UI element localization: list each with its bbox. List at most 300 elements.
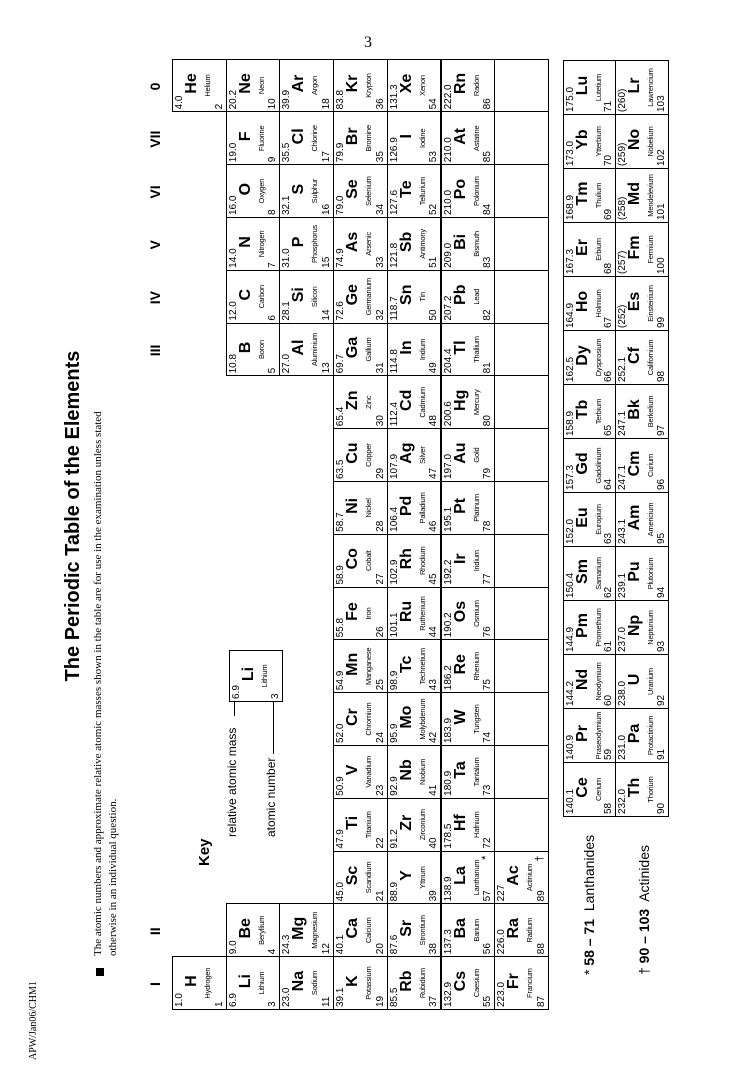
atomic-number: 74	[482, 731, 494, 743]
element-symbol: Na	[290, 970, 308, 992]
element-cell-ir	[441, 534, 496, 588]
element-cell-la	[441, 851, 496, 905]
atomic-mass: 140.9	[565, 734, 576, 760]
element-cell-ni	[333, 481, 388, 535]
element-cell-tc	[387, 639, 442, 693]
atomic-number: 99	[656, 316, 667, 328]
element-symbol: Pr	[574, 725, 591, 742]
element-symbol: Hf	[451, 814, 469, 832]
element-cell-ti	[333, 798, 388, 852]
atomic-mass: 106.4	[388, 506, 400, 532]
atomic-mass: 200.6	[442, 401, 454, 427]
element-symbol: Au	[451, 442, 469, 464]
element-symbol: Zn	[344, 390, 362, 411]
element-name: Magnesium	[310, 911, 320, 949]
atomic-mass: (252)	[617, 304, 628, 328]
element-name: Scandium	[364, 861, 374, 894]
atomic-number: 98	[656, 370, 667, 382]
atomic-number: 4	[267, 948, 279, 955]
empty-cell	[494, 692, 549, 746]
atomic-number: 55	[482, 995, 494, 1007]
atomic-number: 82	[482, 309, 494, 321]
atomic-mass: 23.0	[281, 987, 293, 1007]
element-cell-v	[333, 745, 388, 799]
element-name: Osmium	[471, 600, 481, 627]
atomic-mass: 16.0	[227, 195, 239, 215]
element-symbol: S	[290, 183, 308, 195]
element-cell-bk	[615, 384, 669, 439]
element-symbol: Po	[451, 178, 469, 200]
element-name: Neptunium	[646, 610, 655, 645]
atomic-mass: 112.4	[388, 401, 400, 427]
atomic-mass: 47.9	[335, 829, 347, 849]
atomic-number: 101	[656, 203, 667, 220]
atomic-number: 33	[374, 256, 386, 268]
element-symbol: Ga	[344, 336, 362, 359]
atomic-mass: 32.1	[281, 195, 293, 215]
element-name: Thulium	[594, 182, 603, 209]
element-symbol: Ca	[344, 918, 362, 939]
group-header-i: I	[147, 982, 163, 986]
element-name: Bromine	[364, 125, 374, 152]
element-name: Hafnium	[471, 811, 481, 838]
atomic-number: 13	[321, 362, 333, 374]
element-name: Gadolinium	[594, 447, 603, 484]
element-cell-ca	[333, 903, 388, 957]
element-name: Curium	[646, 454, 655, 477]
atomic-mass: 197.0	[442, 453, 454, 479]
atomic-number: 7	[267, 262, 279, 268]
atomic-mass: 164.9	[565, 302, 576, 328]
atomic-mass: 63.5	[335, 459, 347, 479]
element-cell-cd	[387, 375, 442, 429]
atomic-number: 50	[428, 309, 440, 321]
element-name: Iridium	[471, 550, 481, 572]
atomic-number: 54	[428, 98, 440, 110]
atomic-mass: 158.9	[565, 410, 576, 436]
atomic-number: 94	[656, 586, 667, 598]
atomic-mass: 72.6	[335, 301, 347, 321]
element-cell-y	[387, 851, 442, 905]
atomic-number: 86	[482, 98, 494, 110]
atomic-mass: 209.0	[442, 242, 454, 268]
atomic-mass: 226.0	[496, 929, 508, 955]
element-name: Beryllium	[256, 915, 266, 945]
atomic-mass: 98.9	[388, 670, 400, 691]
element-name: Arsenic	[364, 232, 374, 256]
atomic-number: 73	[482, 784, 494, 796]
atomic-number: 5	[267, 367, 279, 374]
atomic-number: 46	[428, 520, 440, 532]
atomic-number: 28	[374, 520, 386, 532]
atomic-mass: 92.9	[388, 776, 400, 796]
element-cell-kr	[333, 59, 388, 113]
atomic-number: 63	[603, 532, 614, 544]
element-name: Nobelium	[646, 126, 655, 157]
empty-cell	[494, 639, 549, 693]
element-cell-lr	[615, 60, 669, 115]
element-symbol: Ti	[344, 815, 362, 830]
atomic-number: 103	[656, 95, 667, 112]
element-cell-cr	[333, 692, 388, 746]
key-title: Key	[196, 838, 213, 866]
element-name: Lithium	[256, 971, 266, 995]
atomic-mass: 58.9	[335, 565, 347, 585]
atomic-number: 65	[603, 424, 614, 436]
element-name: Calcium	[364, 917, 374, 944]
element-name: Chlorine	[310, 125, 320, 152]
element-symbol: Te	[397, 180, 415, 198]
element-cell-o	[226, 164, 281, 218]
element-name: Caesium	[471, 969, 481, 998]
element-name: Phosphorus	[310, 224, 320, 263]
note-line-2: otherwise in an individual question.	[107, 798, 119, 956]
element-symbol: Pt	[451, 497, 469, 514]
element-cell-sn	[387, 270, 442, 324]
element-name: Iodine	[417, 128, 427, 148]
element-symbol: Xe	[397, 73, 415, 94]
element-name: Zinc	[364, 395, 374, 409]
element-symbol: Os	[451, 600, 469, 623]
atomic-mass: 222.0	[442, 84, 454, 110]
atomic-number: 12	[321, 943, 333, 955]
atomic-mass: 144.2	[565, 680, 576, 706]
element-cell-pr	[563, 708, 616, 763]
atomic-number: 52	[428, 203, 440, 215]
atomic-mass: 237.0	[617, 626, 628, 652]
element-symbol: Mo	[397, 705, 415, 729]
element-cell-in	[387, 323, 442, 377]
element-cell-bi	[441, 217, 496, 271]
atomic-mass: (257)	[617, 250, 628, 274]
atomic-mass: 65.4	[335, 406, 347, 427]
atomic-mass: 190.2	[442, 612, 454, 638]
atomic-mass: 138.9	[442, 876, 454, 902]
atomic-number: 48	[428, 415, 440, 427]
element-symbol: At	[451, 127, 469, 145]
atomic-number: 49	[428, 362, 440, 374]
atomic-number: 71	[603, 100, 614, 112]
atomic-number: 58	[603, 802, 614, 814]
atomic-number: 29	[374, 467, 386, 479]
element-symbol: Pm	[574, 613, 591, 638]
atomic-mass: 186.2	[442, 665, 454, 691]
actinides-range: 90 – 103	[636, 908, 652, 964]
element-symbol: Br	[344, 127, 362, 146]
empty-cell	[494, 745, 549, 799]
element-name: Technetium	[417, 648, 427, 685]
atomic-mass: 85.5	[388, 987, 400, 1007]
atomic-mass: 183.9	[442, 717, 454, 743]
element-symbol: Tc	[397, 655, 415, 674]
element-name: Tantalum	[471, 757, 481, 787]
element-name: Neodymium	[594, 662, 603, 701]
element-name: Promethium	[594, 608, 603, 647]
element-name: Radon	[471, 74, 481, 97]
actinides-name: Actinides	[636, 844, 652, 902]
element-cell-es	[615, 276, 669, 331]
element-cell-cl	[279, 111, 334, 165]
atomic-mass: 95.9	[388, 723, 400, 743]
atomic-mass: 24.3	[281, 934, 293, 955]
element-cell-nb	[387, 745, 442, 799]
element-name: Molybdenum	[417, 698, 427, 740]
atomic-number: 41	[428, 784, 440, 796]
element-name: Indium	[417, 338, 427, 361]
key-mass-label: relative atomic mass	[225, 727, 239, 837]
element-name: Rhodium	[417, 546, 427, 576]
element-name: Mendelevium	[646, 174, 655, 217]
element-cell-ra	[494, 903, 549, 957]
atomic-number: 56	[482, 943, 494, 955]
element-cell-ga	[333, 323, 388, 377]
element-cell-si	[279, 270, 334, 324]
element-symbol: No	[626, 128, 643, 151]
element-name: Plutonium	[646, 557, 655, 590]
empty-cell	[494, 587, 549, 641]
element-cell-at	[441, 111, 496, 165]
element-name: Nitrogen	[256, 230, 266, 258]
element-symbol: Rh	[397, 548, 415, 570]
atomic-number: 15	[321, 256, 333, 268]
atomic-number: 53	[428, 151, 440, 163]
atomic-mass: 252.1	[617, 356, 628, 382]
atomic-number: 10	[267, 98, 279, 110]
group-header-0: 0	[147, 82, 163, 91]
element-cell-sb	[387, 217, 442, 271]
atomic-number: 17	[321, 151, 333, 163]
atomic-mass: (258)	[617, 196, 628, 220]
element-symbol: B	[236, 341, 254, 354]
atomic-mass: 28.1	[281, 301, 293, 321]
atomic-number: 43	[428, 679, 440, 691]
note-line-1: The atomic numbers and approximate relative atomic masses shown in the table are for use in the examination unless stated	[92, 411, 104, 956]
atomic-mass: 210.0	[442, 137, 454, 163]
element-name: Holmium	[594, 289, 603, 318]
atomic-number: 79	[482, 467, 494, 479]
key-number-line	[273, 700, 274, 754]
element-cell-ag	[387, 428, 442, 482]
element-cell-hf	[441, 798, 496, 852]
element-symbol: Cd	[397, 389, 415, 411]
group-header-vii: VII	[147, 130, 163, 148]
atomic-mass: 52.0	[335, 723, 347, 743]
element-cell-rb	[387, 956, 442, 1010]
element-name: Gallium	[364, 337, 374, 362]
element-cell-cm	[615, 438, 669, 493]
atomic-number: 95	[656, 532, 667, 544]
atomic-number: 25	[374, 679, 386, 691]
element-cell-pd	[387, 481, 442, 535]
group-header-ii: II	[147, 927, 163, 936]
atomic-number: 21	[374, 890, 386, 902]
atomic-mass: 12.0	[227, 301, 239, 321]
atomic-number: 75	[482, 679, 494, 691]
element-name: Antimony	[417, 229, 427, 259]
element-symbol: Cr	[344, 708, 362, 726]
element-cell-fe	[333, 587, 388, 641]
element-cell-pa	[615, 708, 669, 763]
element-symbol: Lu	[574, 75, 591, 96]
atomic-mass: 243.1	[617, 518, 628, 544]
atomic-number: 60	[603, 694, 614, 706]
atomic-mass: 227	[496, 884, 508, 902]
atomic-number: 38	[428, 943, 440, 955]
element-cell-u	[615, 654, 669, 709]
element-symbol: P	[290, 236, 308, 248]
atomic-mass: 238.0	[617, 680, 628, 706]
atomic-mass: 239.1	[617, 572, 628, 598]
element-symbol: Am	[626, 504, 643, 531]
element-name: Vanadium	[364, 756, 374, 788]
atomic-mass: 175.0	[565, 86, 576, 112]
element-name: Fermium	[646, 235, 655, 264]
atomic-number: 88	[535, 943, 547, 955]
element-name: Potassium	[364, 966, 374, 1000]
element-cell-er	[563, 222, 616, 277]
actinides-mark: †	[636, 967, 652, 975]
element-cell-ce	[563, 762, 616, 817]
atomic-mass: 232.0	[617, 788, 628, 814]
element-name: Chromium	[364, 702, 374, 736]
element-cell-xe	[387, 59, 442, 113]
atomic-number: 72	[482, 837, 494, 849]
element-name: Cadmium	[417, 386, 427, 418]
atomic-number: 80	[482, 415, 494, 427]
element-symbol: Pb	[451, 284, 469, 305]
element-cell-mg	[279, 903, 334, 957]
element-cell-mo	[387, 692, 442, 746]
element-name: Erbium	[594, 238, 603, 261]
atomic-number: 51	[428, 256, 440, 268]
atomic-number: 67	[603, 316, 614, 328]
element-symbol: Nd	[574, 668, 591, 691]
atomic-number: 36	[374, 98, 386, 110]
element-symbol: Bi	[451, 233, 469, 250]
atomic-mass: 140.1	[565, 788, 576, 814]
element-cell-n	[226, 217, 281, 271]
element-name: Cobalt	[364, 550, 374, 571]
element-symbol: Lr	[626, 77, 643, 94]
element-symbol: Mg	[290, 916, 308, 940]
element-cell-yb	[563, 114, 616, 169]
element-cell-zr	[387, 798, 442, 852]
atomic-number: 91	[656, 748, 667, 760]
empty-cell	[494, 323, 549, 377]
element-cell-w	[441, 692, 496, 746]
atomic-mass: 162.5	[565, 356, 576, 382]
atomic-mass: 91.2	[388, 829, 400, 849]
element-symbol: Bk	[626, 399, 643, 420]
element-name: Argon	[310, 76, 320, 96]
element-name: Copper	[364, 443, 374, 467]
atomic-number: 30	[374, 415, 386, 427]
element-name: Nickel	[364, 498, 374, 518]
atomic-number: 92	[656, 694, 667, 706]
element-name: Sodium	[310, 970, 320, 996]
element-name: Europium	[594, 504, 603, 535]
element-name: Krypton	[364, 73, 374, 98]
element-symbol: Ag	[397, 442, 415, 464]
element-symbol: La	[451, 866, 469, 885]
element-cell-ho	[563, 276, 616, 331]
atomic-mass: 152.0	[565, 518, 576, 544]
atomic-mass: 223.0	[496, 981, 508, 1007]
atomic-number: 62	[603, 586, 614, 598]
element-name: Yttrium	[417, 866, 427, 889]
element-name: Rubidium	[417, 968, 427, 999]
element-cell-dy	[563, 330, 616, 385]
atomic-mass: 35.5	[281, 142, 293, 163]
element-cell-rh	[387, 534, 442, 588]
atomic-mass: 39.1	[335, 987, 347, 1007]
atomic-number: 39	[428, 890, 440, 902]
group-header-iv: IV	[147, 291, 163, 305]
element-cell-li	[226, 956, 281, 1010]
atomic-mass: 6.9	[227, 993, 239, 1007]
element-cell-zn	[333, 375, 388, 429]
element-cell-po	[441, 164, 496, 218]
element-cell-pt	[441, 481, 496, 535]
atomic-mass: 54.9	[335, 670, 347, 691]
element-cell-sc	[333, 851, 388, 905]
element-cell-i	[387, 111, 442, 165]
atomic-mass: 114.8	[388, 349, 400, 374]
element-symbol: Si	[290, 287, 308, 303]
element-name: Praseodymium	[594, 711, 603, 760]
element-cell-ba	[441, 903, 496, 957]
atomic-number: 6	[267, 315, 279, 321]
element-symbol: Gd	[574, 452, 591, 475]
atomic-number: 40	[428, 837, 440, 849]
atomic-number: 97	[656, 424, 667, 436]
element-cell-tb	[563, 384, 616, 439]
element-name: Ytterbium	[594, 126, 603, 157]
atomic-mass: 40.1	[335, 934, 347, 955]
atomic-number: 61	[603, 640, 614, 652]
element-cell-hg	[441, 375, 496, 429]
element-symbol: Ne	[236, 73, 254, 94]
atomic-mass: 1.0	[174, 993, 185, 1007]
element-symbol: Cu	[344, 442, 362, 464]
element-cell-pm	[563, 600, 616, 655]
element-name: Terbium	[594, 398, 603, 425]
element-symbol: Sr	[397, 919, 415, 937]
element-name: Cerium	[594, 778, 603, 801]
element-symbol: Rn	[451, 72, 469, 95]
element-cell-au	[441, 428, 496, 482]
element-name: Palladium	[417, 492, 427, 524]
atomic-number: 23	[374, 784, 386, 796]
element-symbol: Co	[344, 548, 362, 570]
atomic-mass: 132.9	[442, 981, 454, 1007]
lanthanides-label	[581, 835, 597, 975]
element-cell-np	[615, 600, 669, 655]
atomic-number: 70	[603, 154, 614, 166]
atomic-mass: 27.0	[281, 353, 293, 374]
element-name: Xenon	[417, 75, 427, 96]
element-cell-ru	[387, 587, 442, 641]
element-cell-ge	[333, 270, 388, 324]
element-cell-am	[615, 492, 669, 547]
atomic-mass: 118.7	[388, 296, 400, 321]
element-name: Gold	[471, 447, 481, 463]
element-name: Titanium	[364, 811, 374, 839]
element-symbol: Ba	[451, 918, 469, 939]
atomic-mass: 204.4	[442, 348, 454, 374]
element-symbol: Th	[626, 777, 643, 798]
element-name: Dysprosium	[594, 338, 603, 377]
